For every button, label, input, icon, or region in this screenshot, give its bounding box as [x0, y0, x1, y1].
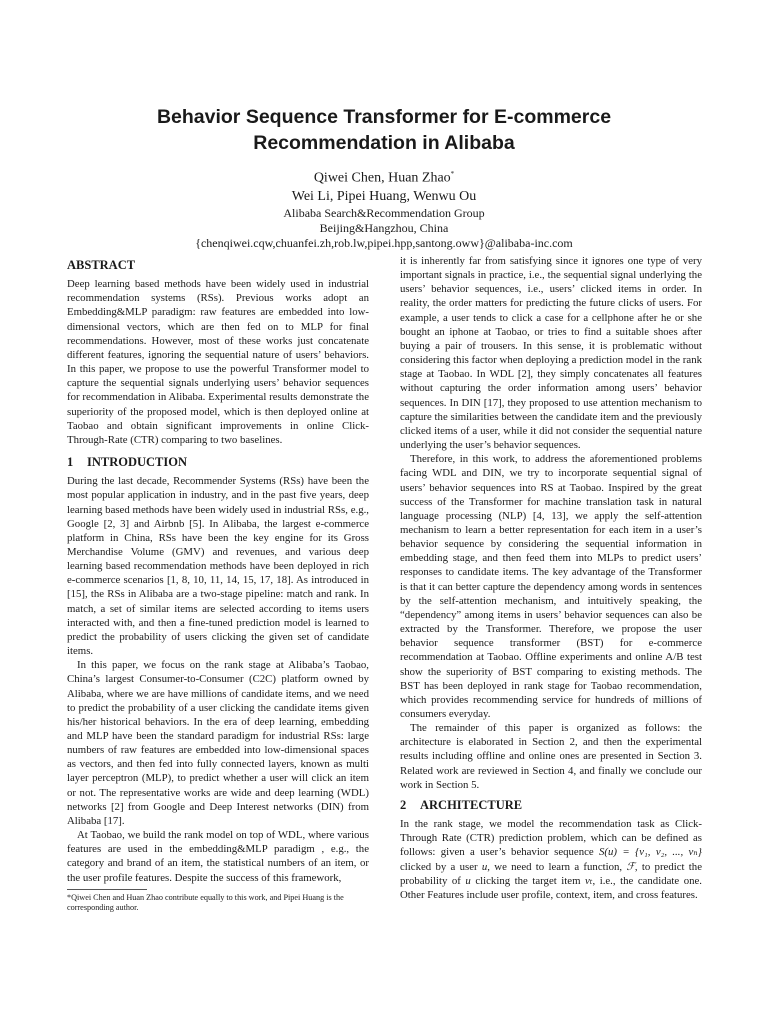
abstract-heading: ABSTRACT — [67, 258, 136, 272]
intro-paragraph-3: At Taobao, we build the rank model on top of WDL, where various features are used in the embedding&MLP paradigm , e.g., the category and brand of an item, the statistical numbers of an item, or the user profile features. Despite the success of this framework, — [67, 829, 369, 884]
affiliation — [67, 206, 701, 251]
abstract-text: Deep learning based methods have been widely used in industrial recommendation systems (RSs). Previous works adopt an Embedding&MLP paradigm: raw features are embedded into low-dimensional vectors, which are then fed on to MLP for final recommendations. However, most of these works just concatenate different features, ignoring the sequential nature of users’ behaviors. In this paper, we propose to use the powerful Transformer model to capture the sequential signals underlying users’ behavior sequences for recommendation in Alibaba. Experimental results demonstrate the superiority of the proposed model, which is then deployed online at Taobao and obtain significant improvements in online Click-Through-Rate (CTR) comparing to two baselines. — [67, 278, 369, 446]
two-column-body — [67, 254, 702, 914]
intro-paragraph-4: it is inherently far from satisfying since it ignores one type of very important signals in practice, i.e., the sequential signal underlying the users’ behavior sequences, i.e., users’ clicked items in order. In reality, the order matters for predicting the future clicks of users. For example, a user tends to click a case for a cellphone after he or she bought an iphone at Taobao, or tries to find a suitable shoes after buying a pair of trousers. In this sense, it is problematic without considering this factor when deploying a prediction model in the rank stage at Taobao. In WDL [2], they simply concatenates all features without capturing the order information among users’ behavior sequences. In DIN [17], they proposed to use attention mechanism to capture the similarities between the candidate item and the previously clicked items of a user, while it did not consider the sequential nature underlying the user’s behavior sequences. — [400, 255, 702, 452]
author-list — [67, 165, 701, 206]
left-column — [67, 254, 369, 914]
arch-text-f: , i.e., the candidate one. Other Features include user profile, context, item, and cross features. — [400, 874, 702, 901]
arch-section-number: 2 — [400, 797, 407, 812]
intro-section-title: INTRODUCTION — [87, 455, 188, 470]
math-user: u — [481, 860, 488, 873]
affiliation-place: Beijing&Hangzhou, China — [319, 220, 449, 235]
author-footnote-mark: * — [450, 170, 455, 178]
intro-paragraph-1: During the last decade, Recommender Systems (RSs) have been the most popular application in industry, and in the past five years, deep learning based methods have been widely used in industrial RSs, e.g., Google [2, 3] and Airbnb [5]. In Alibaba, the largest e-commerce platform in China, RSs have been the key engine for its Gross Merchandise Volume (GMV) and revenues, and various deep learning based recommendation methods have been deployed in rich e-commerce scenarios [1, 8, 10, 11, 14, 15, 17, 18]. As introduced in [15], the RSs in Alibaba are a two-stage pipeline: match and rank. In match, a set of similar items are selected according to items users interacted with, and then a fine-tuned prediction model is learned to predict the probability of users clicking the given set of candidate items. — [67, 475, 369, 658]
math-function: ℱ — [626, 860, 635, 873]
affiliation-group: Alibaba Search&Recommendation Group — [283, 205, 485, 220]
authors-line-2: Wei Li, Pipei Huang, Wenwu Ou — [291, 188, 477, 204]
architecture-paragraph-1 — [400, 817, 702, 902]
arch-text-c: , we need to learn a function, — [487, 860, 627, 873]
paper-title — [67, 104, 701, 156]
arch-text-b: clicked by a user — [400, 860, 482, 873]
arch-section-title: ARCHITECTURE — [420, 797, 523, 812]
paper-header — [67, 0, 701, 251]
right-column — [400, 254, 702, 914]
intro-section-number: 1 — [67, 455, 74, 470]
title-line-1: Behavior Sequence Transformer for E-commerce — [156, 106, 612, 128]
arch-text-a: In the rank stage, we model the recommendation task as Click-Through Rate (CTR) prediction problem, which can be defined as follows: given a user’s behavior sequence — [400, 818, 702, 859]
title-line-2: Recommendation in Alibaba — [253, 132, 515, 154]
authors-line-1: Qiwei Chen, Huan Zhao — [313, 170, 451, 186]
math-behavior-sequence: S(u) = {v₁, v₂, ..., vₙ} — [599, 846, 702, 859]
math-user-2: u — [465, 874, 471, 887]
math-target-item: vₜ — [585, 874, 593, 887]
arch-text-d: , to predict the probability of — [400, 860, 702, 887]
intro-heading — [67, 455, 369, 469]
author-emails: {chenqiwei.cqw,chuanfei.zh,rob.lw,pipei.hpp,santong.oww}@alibaba-inc.com — [195, 235, 573, 250]
footnote-divider — [67, 889, 147, 890]
intro-paragraph-5: Therefore, in this work, to address the aforementioned problems facing WDL and DIN, we try to incorporate sequential signal of users’ behavior sequences into RS at Taobao. Inspired by the great success of the Transformer for machine translation task in natural language processing (NLP) [4, 13], we apply the self-attention mechanism to learn a better representation for each item in a user’s behavior sequence by considering the sequential information in embedding stage, and then feed them into MLPs to predict users’ responses to candidate items. The key advantage of the Transformer is that it can better capture the dependency among words in sentences by the self-attention mechanism, and intuitively speaking, the “dependency” among items in users’ behavior sequences can also be extracted by the Transformer. Therefore, we propose the user behavior sequence transformer (BST) for e-commerce recommendation at Taobao. Offline experiments and online A/B test show the superiority of BST comparing to existing methods. The BST has been deployed in rank stage for Taobao recommendation, which provides recommending service for hundreds of millions of consumers everyday. — [400, 453, 702, 720]
arch-text-e: clicking the target item — [470, 874, 585, 887]
footnote: *Qiwei Chen and Huan Zhao contribute equally to this work, and Pipei Huang is the corresponding author. — [67, 892, 344, 913]
architecture-heading — [400, 798, 702, 812]
intro-paragraph-2: In this paper, we focus on the rank stage at Alibaba’s Taobao, China’s largest Consumer-to-Consumer (C2C) platform owned by Alibaba, where we are have millions of candidate items, and we need to predict the probability of a user clicking the candidate items given his/her historical behaviors. In the era of deep learning, embedding and MLP have been the standard paradigm for industrial RSs: large numbers of raw features are embedded into low-dimensional spaces as vectors, and then fed into fully connected layers, known as multi layer perceptron (MLP), to predict whether a user will click an item or not. The representative works are wide and deep learning (WDL) networks [2] from Google and Deep Interest networks (DIN) from Alibaba [17]. — [67, 659, 369, 827]
intro-paragraph-6: The remainder of this paper is organized as follows: the architecture is elaborated in Section 2, and then the experimental results including offline and online ones are presented in Section 3. Related work are reviewed in Section 4, and finally we conclude our work in Section 5. — [400, 722, 702, 791]
